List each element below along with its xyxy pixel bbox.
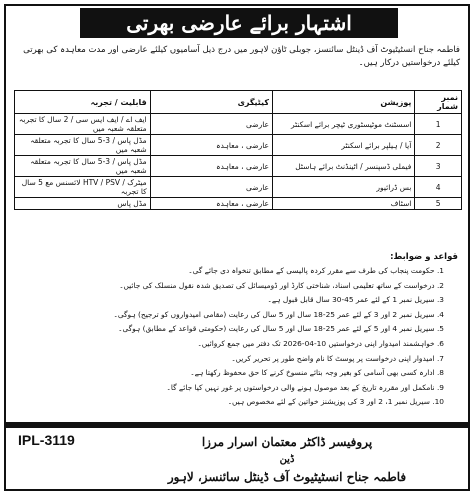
row-position: بس ڈرائیور xyxy=(272,177,414,198)
table-row xyxy=(15,156,462,177)
table-row xyxy=(15,135,462,156)
signatory-title: ڈین xyxy=(279,454,295,465)
row-serial: 5 xyxy=(415,198,462,210)
advertisement-title: اشتہار برائے عارضی بھرتی xyxy=(80,8,398,38)
term-item: 5. سیریل نمبر 4 اور 5 کے لئے عمر 25-18 سال اور 5 سال کی رعایت (حکومتی قواعد کے مطابق) ہوگی۔ xyxy=(14,322,444,337)
signatory-block xyxy=(116,432,458,486)
footer-divider xyxy=(6,422,468,428)
table-header-row xyxy=(15,91,462,114)
row-serial: 3 xyxy=(415,156,462,177)
positions-table xyxy=(14,90,462,210)
row-qualification: مڈل پاس xyxy=(15,198,151,210)
intro-paragraph: فاطمہ جناح انسٹیٹیوٹ آف ڈینٹل سائنسز، جوبلی ٹاؤن لاہور میں درج ذیل آسامیوں کیلئے عارضی اور مدت معاہدہ کی بھرتی کیلئے درخواستیں درکار ہیں۔ xyxy=(23,45,460,68)
term-item: 1. حکومت پنجاب کی طرف سے مقرر کردہ پالیسی کے مطابق تنخواہ دی جائے گی۔ xyxy=(14,264,444,279)
row-qualification: میٹرک / HTV / PSV لائسنس مع 5 سال کا تجربہ xyxy=(15,177,151,198)
table-row xyxy=(15,198,462,210)
row-qualification: ایف اے / ایف ایس سی / 2 سال کا تجربہ متعلقہ شعبہ میں xyxy=(15,114,151,135)
row-category: عارضی xyxy=(150,114,272,135)
row-position: آیا / ہیلپر برائے اسکنٹر xyxy=(272,135,414,156)
header-qualification: قابلیت / تجربہ xyxy=(15,91,151,114)
row-qualification: مڈل پاس / 3-5 سال کا تجربہ متعلقہ شعبہ میں xyxy=(15,156,151,177)
term-item: 3. سیریل نمبر 1 کے لئے عمر 45-30 سال قابل قبول ہے۔ xyxy=(14,293,444,308)
header-position: پوزیشن xyxy=(272,91,414,114)
terms-heading: قواعد و ضوابط: xyxy=(390,252,458,262)
term-item: 10. سیریل نمبر 1، 2 اور 3 کی پوزیشنز خواتین کے لئے مخصوص ہیں۔ xyxy=(14,395,444,410)
row-category: عارضی ، معاہدہ xyxy=(150,135,272,156)
row-category: عارضی ، معاہدہ xyxy=(150,198,272,210)
term-item: 2. درخواست کے ساتھ تعلیمی اسناد، شناختی کارڈ اور ڈومیسائل کی تصدیق شدہ نقول منسلک کی جائیں۔ xyxy=(14,279,444,294)
signatory-name: پروفیسر ڈاکٹر معتمان اسرار مرزا xyxy=(201,435,373,449)
row-category: عارضی ، معاہدہ xyxy=(150,156,272,177)
row-serial: 2 xyxy=(415,135,462,156)
row-category: عارضی xyxy=(150,177,272,198)
row-position: اسٹاف xyxy=(272,198,414,210)
row-position: فیملی ڈسپنسر / اٹینڈنٹ برائے ہاسٹل xyxy=(272,156,414,177)
header-category: کیٹیگری xyxy=(150,91,272,114)
organization-name: فاطمہ جناح انسٹیٹیوٹ آف ڈینٹل سائنسز، لاہور xyxy=(167,470,407,484)
table-row xyxy=(15,114,462,135)
row-position: اسسٹنٹ موٹیسٹوری ٹیچر برائے اسکنٹر xyxy=(272,114,414,135)
term-item: 7. امیدوار اپنی درخواست پر پوسٹ کا نام واضح طور پر تحریر کریں۔ xyxy=(14,352,444,367)
row-serial: 4 xyxy=(415,177,462,198)
table-row xyxy=(15,177,462,198)
row-serial: 1 xyxy=(415,114,462,135)
row-qualification: مڈل پاس / 3-5 سال کا تجربہ متعلقہ شعبہ میں xyxy=(15,135,151,156)
ipl-number: IPL-3119 xyxy=(18,432,75,448)
term-item: 6. خواہشمند امیدوار اپنی درخواستیں 10-04-2026 تک دفتر میں جمع کروائیں۔ xyxy=(14,337,444,352)
term-item: 8. ادارہ کسی بھی آسامی کو بغیر وجہ بتائے منسوخ کرنے کا حق محفوظ رکھتا ہے۔ xyxy=(14,366,444,381)
term-item: 9. نامکمل اور مقررہ تاریخ کے بعد موصول ہونے والی درخواستوں پر غور نہیں کیا جائے گا۔ xyxy=(14,381,444,396)
header-serial: نمبر شمار xyxy=(415,91,462,114)
advertisement-page xyxy=(4,4,470,491)
term-item: 4. سیریل نمبر 2 اور 3 کے لئے عمر 25-18 سال اور 5 سال کی رعایت (مقامی امیدواروں کو ترجیح) ہوگی۔ xyxy=(14,308,444,323)
terms-list xyxy=(14,264,460,410)
